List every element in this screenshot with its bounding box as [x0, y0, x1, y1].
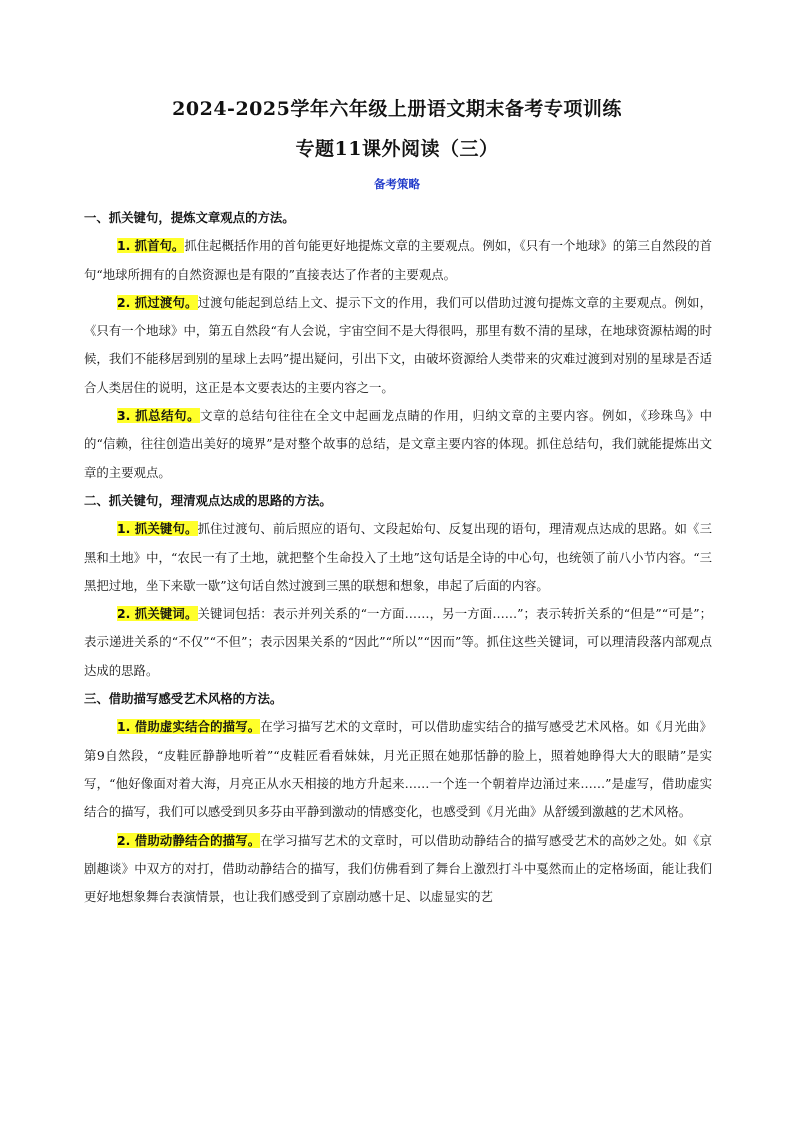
paragraph-text: 过渡句能起到总结上文、提示下文的作用，我们可以借助过渡句提炼文章的主要观点。例如，《只有一个地球》中，第五自然段“有人会说，宇宙空间不是大得很吗，那里有数不清的星球，在地球资源枯竭的时候，我们不能移居到别的星球上去吗”提出疑问，引出下文，由破坏资源给人类带来的灾难过渡到对别的星球是否适合人类居住的说明，这正是本文要表达的主要内容之一。 — [84, 294, 712, 395]
strategy-label: 备考策略 — [374, 177, 420, 191]
highlighted-label: 3. 抓总结句。 — [117, 408, 201, 424]
highlighted-label: 2. 抓关键词。 — [117, 606, 198, 622]
document-subtitle: 专题11课外阅读（三） — [295, 138, 499, 160]
section-heading-2: 二、抓关键句，理清观点达成的思路的方法。 — [84, 492, 332, 508]
paragraph-text: 抓住过渡句、前后照应的语句、文段起始句、反复出现的语句，理清观点达成的思路。如《三黑和土地》中，“农民一有了土地，就把整个生命投入了土地”这句话是全诗的中心句，也统领了前八小节内容。“三黑把过地，坐下来歇一歇”这句话自然过渡到三黑的联想和想象，串起了后面的内容。 — [84, 521, 712, 593]
highlighted-label: 1. 抓首句。 — [117, 238, 185, 254]
paragraph — [84, 232, 712, 289]
highlighted-label: 1. 抓关键句。 — [117, 521, 198, 537]
paragraph-text: 文章的总结句往往在全文中起画龙点睛的作用，归纳文章的主要内容。例如，《珍珠鸟》中的“信赖，往往创造出美好的境界”是对整个故事的总结，是文章主要内容的体现。抓住总结句，我们就能提炼出文章的主要观点。 — [84, 408, 712, 480]
highlighted-label: 1. 借助虚实结合的描写。 — [117, 719, 261, 735]
section-heading-1: 一、抓关键句，提炼文章观点的方法。 — [84, 210, 295, 225]
document-title: 2024-2025学年六年级上册语文期末备考专项训练 — [172, 98, 622, 120]
paragraph — [84, 515, 712, 600]
paragraph — [84, 600, 712, 685]
paragraph — [84, 713, 712, 826]
paragraph-text: 在学习描写艺术的文章时，可以借助动静结合的描写感受艺术的高妙之处。如《京剧趣谈》中双方的对打，借助动静结合的描写，我们仿佛看到了舞台上激烈打斗中戛然而止的定格场面，能让我们更好地想象舞台表演情景，也让我们感受到了京剧动感十足、以虚显实的艺 — [84, 832, 712, 905]
paragraph — [84, 289, 712, 402]
section-heading-3: 三、借助描写感受艺术风格的方法。 — [84, 691, 283, 707]
paragraph-text: 在学习描写艺术的文章时，可以借助虚实结合的描写感受艺术风格。如《月光曲》第9自然段，“皮鞋匠静静地听着”“皮鞋匠看看妹妹，月光正照在她那恬静的脸上，照着她睁得大大的眼睛”是实写，“他好像面对着大海，月亮正从水天相接的地方升起来……一个连一个朝着岸边涌过来……”是虚写，借助虚实结合的描写，我们可以感受到贝多芬由平静到激动的情感变化，也感受到《月光曲》从舒缓到激越的艺术风格。 — [84, 719, 712, 820]
paragraph — [84, 402, 712, 487]
paragraph-text: 关键词包括：表示并列关系的“一方面……，另一方面……”；表示转折关系的“但是”“可是”；表示递进关系的“不仅”“不但”；表示因果关系的“因此”“所以”“因而”等。抓住这些关键词，可以理清段落内部观点达成的思路。 — [84, 606, 712, 678]
highlighted-label: 2. 借助动静结合的描写。 — [117, 832, 261, 848]
highlighted-label: 2. 抓过渡句。 — [117, 294, 198, 310]
document-body — [84, 204, 712, 911]
paragraph-text: 抓住起概括作用的首句能更好地提炼文章的主要观点。例如，《只有一个地球》的第三自然段的首句“地球所拥有的自然资源也是有限的”直接表达了作者的主要观点。 — [84, 238, 712, 282]
paragraph — [84, 827, 712, 912]
